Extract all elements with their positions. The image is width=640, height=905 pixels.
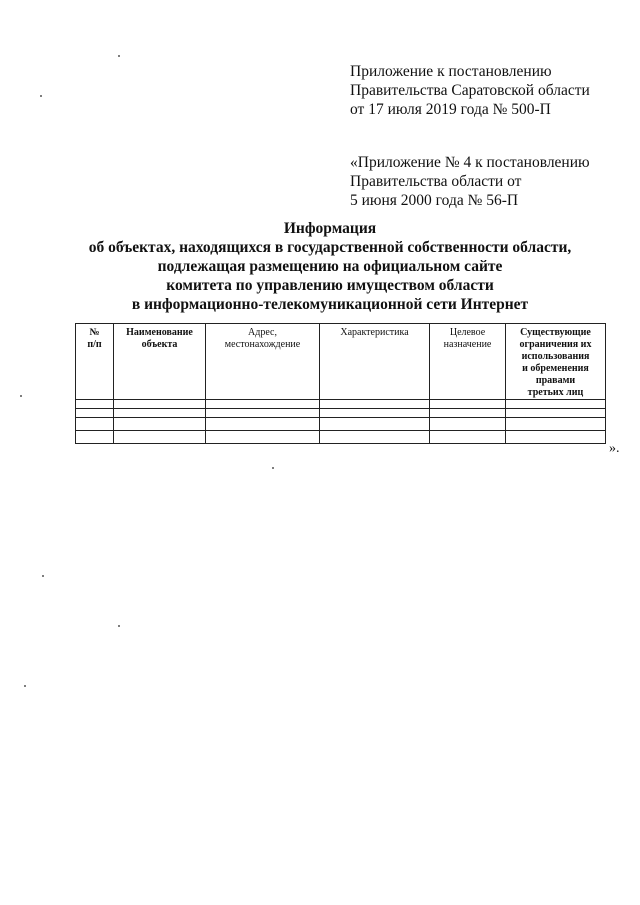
table-cell xyxy=(76,409,114,418)
table-row xyxy=(76,418,606,431)
table-cell xyxy=(114,431,206,444)
table-cell xyxy=(76,418,114,431)
table-cell xyxy=(206,400,320,409)
document-heading xyxy=(60,219,600,314)
table-cell xyxy=(206,431,320,444)
attachment-ref-line1: «Приложение № 4 к постановлению xyxy=(350,154,590,171)
table-cell xyxy=(430,400,506,409)
header-name-line: Наименование xyxy=(126,327,193,338)
scan-speck xyxy=(20,395,22,397)
attachment-ref-line3: 5 июня 2000 года № 56-П xyxy=(350,192,519,209)
header-feature-line: Характеристика xyxy=(340,327,409,338)
heading-line2: подлежащая размещению на официальном сайте xyxy=(157,258,503,275)
heading-line4: в информационно-телекомуникационной сети Интернет xyxy=(131,296,529,313)
closing-quote-mark: ». xyxy=(609,441,620,456)
table-cell xyxy=(206,409,320,418)
table-cell xyxy=(506,418,606,431)
attachment-main-line3: от 17 июля 2019 года № 500-П xyxy=(350,101,551,118)
scan-speck xyxy=(42,575,44,577)
table-cell xyxy=(76,431,114,444)
table-cell xyxy=(506,431,606,444)
table-cell xyxy=(320,409,430,418)
table-row xyxy=(76,400,606,409)
scan-speck xyxy=(40,95,42,97)
header-num xyxy=(76,324,114,400)
header-restrictions-line: правами xyxy=(535,375,576,386)
attachment-reference xyxy=(350,153,590,210)
attachment-main-line2: Правительства Саратовской области xyxy=(350,82,590,99)
header-purpose-line: назначение xyxy=(443,339,492,350)
header-purpose-line: Целевое xyxy=(449,327,486,338)
header-purpose xyxy=(430,324,506,400)
table-cell xyxy=(430,431,506,444)
table-cell xyxy=(320,431,430,444)
header-address-line: Адрес, xyxy=(248,327,277,338)
header-feature xyxy=(320,324,430,400)
header-object-name xyxy=(114,324,206,400)
table-header-row xyxy=(76,324,606,400)
attachment-main-line1: Приложение к постановлению xyxy=(350,63,552,80)
scan-speck xyxy=(24,685,26,687)
table-cell xyxy=(320,400,430,409)
header-address-line: местонахождение xyxy=(224,339,301,350)
table-cell xyxy=(114,400,206,409)
header-restrictions-line: ограничения их xyxy=(519,339,592,350)
table-cell xyxy=(430,409,506,418)
table-cell xyxy=(430,418,506,431)
heading-title: Информация xyxy=(283,220,377,237)
heading-line3: комитета по управлению имуществом области xyxy=(166,277,494,294)
attachment-main xyxy=(350,62,590,119)
attachment-ref-line2: Правительства области от xyxy=(350,173,522,190)
table-cell xyxy=(76,400,114,409)
table-cell xyxy=(320,418,430,431)
scan-speck xyxy=(118,625,120,627)
header-num-line: № xyxy=(89,327,100,338)
header-address xyxy=(206,324,320,400)
table-cell xyxy=(114,418,206,431)
heading-line1: об объектах, находящихся в государственной собственности области, xyxy=(88,239,572,256)
header-name-line: объекта xyxy=(141,339,178,350)
table-cell xyxy=(206,418,320,431)
scan-speck xyxy=(272,467,274,469)
table-cell xyxy=(114,409,206,418)
header-restrictions-line: Существующие xyxy=(520,327,591,338)
header-restrictions xyxy=(506,324,606,400)
header-restrictions-line: третьих лиц xyxy=(527,387,584,398)
table-cell xyxy=(506,409,606,418)
header-restrictions-line: использования xyxy=(521,351,590,362)
table-row xyxy=(76,431,606,444)
header-restrictions-line: и обременения xyxy=(522,363,589,374)
table-cell xyxy=(506,400,606,409)
objects-table xyxy=(75,323,606,444)
scan-speck xyxy=(118,55,120,57)
table-row xyxy=(76,409,606,418)
header-num-line: п/п xyxy=(87,339,102,350)
